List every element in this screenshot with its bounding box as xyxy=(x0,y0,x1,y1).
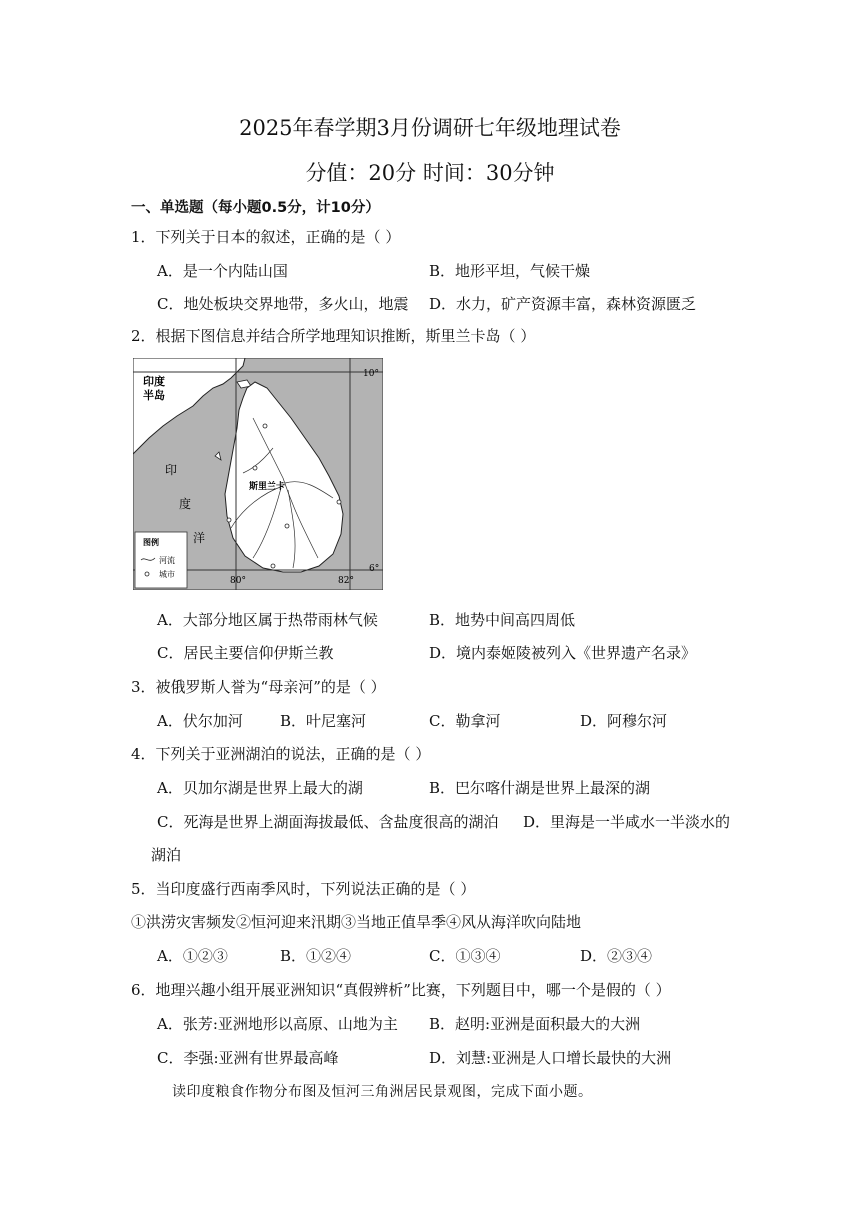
question-4-option-c: C．死海是世界上湖面海拔最低、含盐度很高的湖泊 xyxy=(157,813,499,831)
question-5-statements: ①洪涝灾害频发②恒河迎来汛期③当地正值旱季④风从海洋吹向陆地 xyxy=(131,913,582,931)
question-6-option-a: A．张芳:亚洲地形以高原、山地为主 xyxy=(157,1015,398,1033)
question-4-stem: 4．下列关于亚洲湖泊的说法，正确的是（ ） xyxy=(131,745,431,763)
question-2-option-a: A．大部分地区属于热带雨林气候 xyxy=(157,611,378,629)
legend-city: 城市 xyxy=(159,570,175,579)
legend-city-icon xyxy=(145,572,149,576)
map-label-peninsula: 半岛 xyxy=(143,389,165,402)
question-4-option-d: D．里海是一半咸水一半淡水的 xyxy=(523,813,731,831)
question-3-option-b: B．叶尼塞河 xyxy=(280,712,367,730)
question-6-stem: 6．地理兴趣小组开展亚洲知识“真假辨析”比赛，下列题目中，哪一个是假的（ ） xyxy=(131,981,671,999)
question-4-option-a: A．贝加尔湖是世界上最大的湖 xyxy=(157,779,363,797)
map-label-sri-lanka: 斯里兰卡 xyxy=(249,482,286,492)
map-label-india: 印度 xyxy=(143,375,165,388)
question-1-option-d: D．水力，矿产资源丰富，森林资源匮乏 xyxy=(429,295,697,313)
map-legend xyxy=(135,532,187,588)
legend-title: 图例 xyxy=(143,538,159,547)
question-2-option-b: B．地势中间高四周低 xyxy=(429,611,576,629)
question-2-stem: 2．根据下图信息并结合所学地理知识推断，斯里兰卡岛（ ） xyxy=(131,327,536,345)
question-4-option-b: B．巴尔喀什湖是世界上最深的湖 xyxy=(429,779,651,797)
question-5-option-b: B．①②④ xyxy=(280,947,352,965)
reading-instruction: 读印度粮食作物分布图及恒河三角洲居民景观图，完成下面小题。 xyxy=(172,1084,593,1100)
map-lon-right: 82° xyxy=(338,576,354,586)
map-label-ocean-3: 洋 xyxy=(193,531,206,545)
page-title: 2025年春学期3月份调研七年级地理试卷 xyxy=(239,116,621,140)
question-3-option-d: D．阿穆尔河 xyxy=(580,712,668,730)
question-1-option-b: B．地形平坦，气候干燥 xyxy=(429,262,591,280)
question-2-option-c: C．居民主要信仰伊斯兰教 xyxy=(157,644,334,662)
question-1-stem: 1．下列关于日本的叙述，正确的是（ ） xyxy=(131,228,401,246)
question-2-option-d: D．境内泰姬陵被列入《世界遗产名录》 xyxy=(429,644,697,662)
map-lat-top: 10° xyxy=(363,369,379,379)
question-6-option-c: C．李强:亚洲有世界最高峰 xyxy=(157,1049,339,1067)
question-4-option-d-continued: 湖泊 xyxy=(151,846,182,864)
map-label-ocean-2: 度 xyxy=(179,497,192,511)
question-1-option-a: A．是一个内陆山国 xyxy=(157,262,288,280)
section-heading: 一、单选题（每小题0.5分，计10分） xyxy=(131,200,380,216)
question-1-option-c: C．地处板块交界地带，多火山，地震 xyxy=(157,295,409,313)
question-5-stem: 5．当印度盛行西南季风时，下列说法正确的是（ ） xyxy=(131,880,476,898)
question-6-option-b: B．赵明:亚洲是面积最大的大洲 xyxy=(429,1015,641,1033)
map-lon-left: 80° xyxy=(230,576,246,586)
question-5-option-c: C．①③④ xyxy=(429,947,501,965)
question-6-option-d: D．刘慧:亚洲是人口增长最快的大洲 xyxy=(429,1049,672,1067)
legend-river: 河流 xyxy=(159,556,175,565)
map-lat-bottom: 6° xyxy=(369,564,380,574)
question-3-option-a: A．伏尔加河 xyxy=(157,712,243,730)
sri-lanka-map xyxy=(133,358,383,590)
map-label-ocean-1: 印 xyxy=(165,463,178,477)
question-5-option-d: D．②③④ xyxy=(580,947,653,965)
question-3-stem: 3．被俄罗斯人誉为“母亲河”的是（ ） xyxy=(131,678,386,696)
question-3-option-c: C．勒拿河 xyxy=(429,712,501,730)
score-time-line: 分值：20分 时间：30分钟 xyxy=(305,161,555,185)
question-5-option-a: A．①②③ xyxy=(157,947,228,965)
